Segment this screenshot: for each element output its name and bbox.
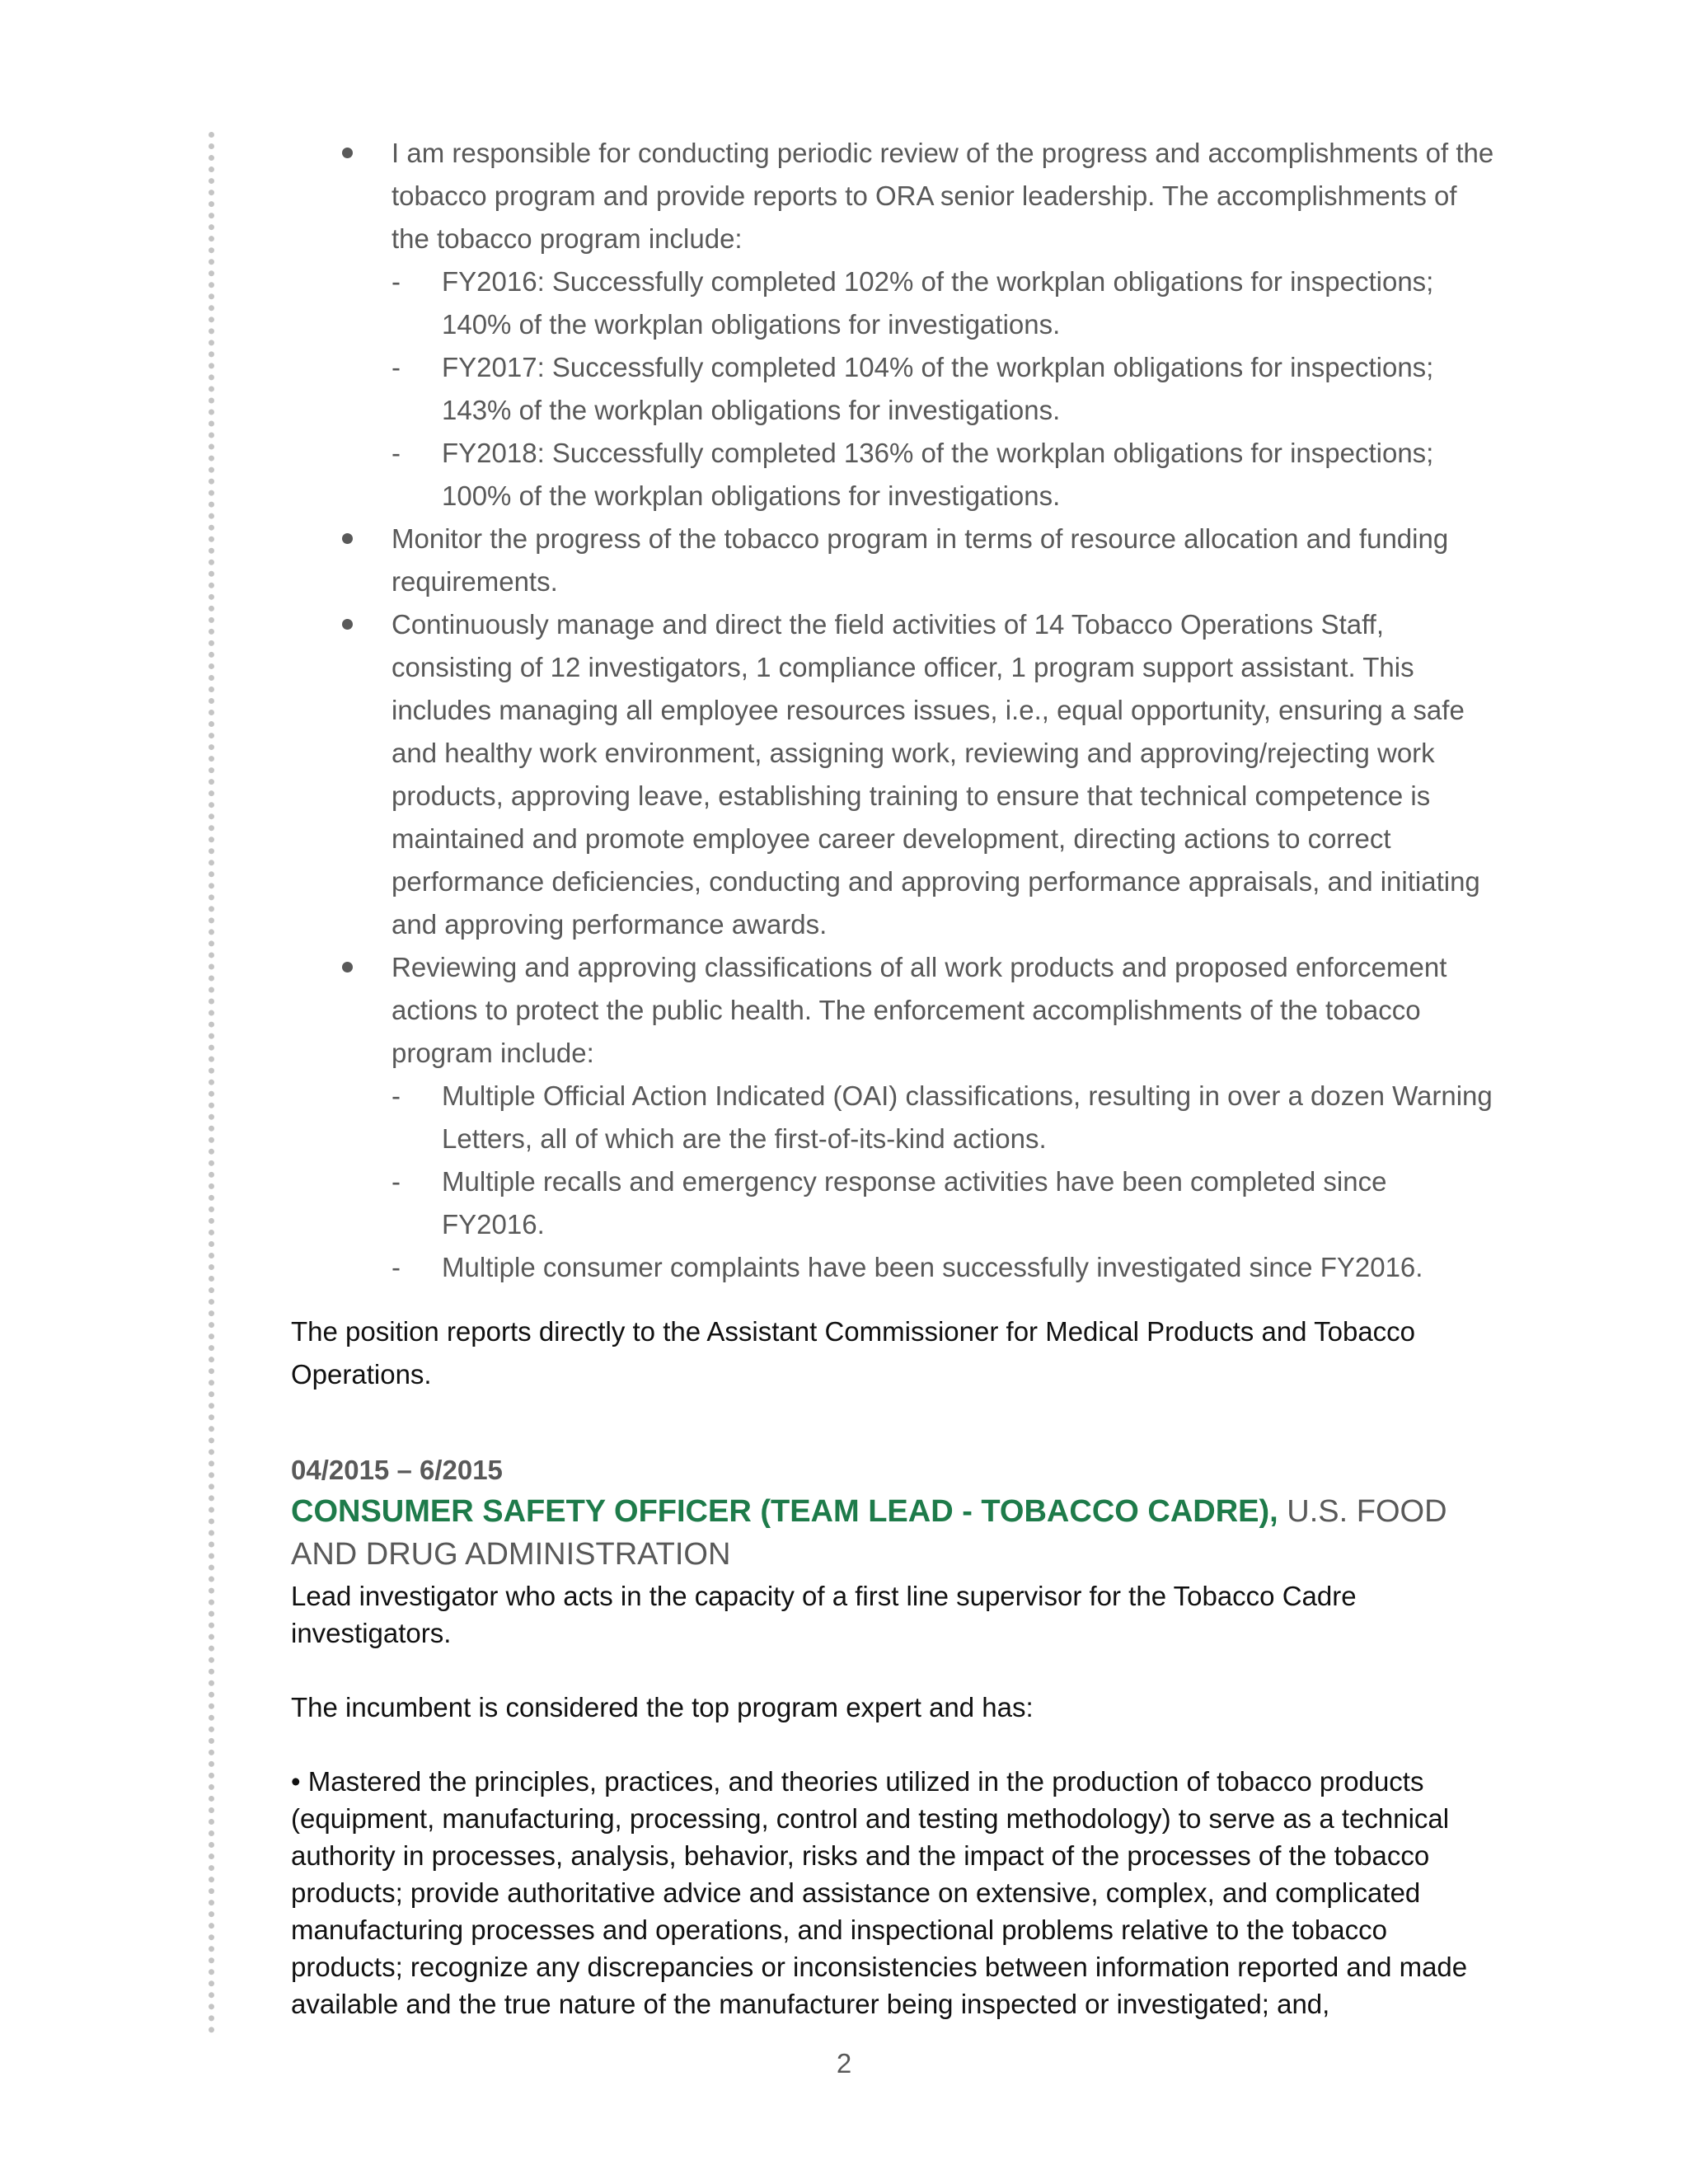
job-description: Lead investigator who acts in the capacity of a first line supervisor for the Tobacco Cadre investigators.: [291, 1581, 1357, 1648]
sub-list-item: - Multiple consumer complaints have been successfully investigated since FY2016.: [392, 1246, 1496, 1289]
page-content: [291, 132, 1496, 2022]
bullet-text: Continuously manage and direct the field activities of 14 Tobacco Operations Staff, consisting of 12 investigators, 1 compliance officer, 1 program support assistant. This includes managing all employee resources issues, i.e., equal opportunity, ensuring a safe and healthy work environment, assigning work, reviewing and approving/rejecting work products, approving leave, establishing training to ensure that technical competence is maintained and promote employee career development, directing actions to correct performance deficiencies, conducting and approving performance appraisals, and initiating and approving performance awards.: [392, 609, 1480, 940]
job-dates: 04/2015 – 6/2015: [291, 1455, 503, 1485]
sub-list-item: - FY2018: Successfully completed 136% of the workplan obligations for inspections; 100% of the workplan obligations for investigations.: [392, 432, 1496, 518]
list-item: [291, 518, 1496, 603]
expert-point: • Mastered the principles, practices, and theories utilized in the production of tobacco products (equipment, manufacturing, processing, control and testing methodology) to serve as a technical authority in processes, analysis, behavior, risks and the impact of the processes of the tobacco products; provide authoritative advice and assistance on extensive, complex, and complicated manufacturing processes and operations, and inspectional problems relative to the tobacco products; recognize any discrepancies or inconsistencies between information reported and made available and the true nature of the manufacturer being inspected or investigated; and,: [291, 1766, 1468, 2019]
sub-list-item: - Multiple Official Action Indicated (OAI) classifications, resulting in over a dozen Warning Letters, all of which are the first-of-its-kind actions.: [392, 1075, 1496, 1160]
job-employer: U.S. FOOD AND DRUG ADMINISTRATION: [291, 1494, 1447, 1572]
list-item: [291, 946, 1496, 1289]
sub-list: [392, 260, 1496, 518]
job-heading: [291, 1490, 1496, 1576]
list-item: [291, 132, 1496, 518]
reports-to-paragraph: The position reports directly to the Assistant Commissioner for Medical Products and Tobacco Operations.: [291, 1316, 1416, 1390]
left-margin-rule: [209, 132, 214, 2034]
expert-intro: The incumbent is considered the top program expert and has:: [291, 1692, 1034, 1722]
responsibilities-list: [291, 132, 1496, 1289]
sub-list: [392, 1075, 1496, 1289]
list-item: [291, 603, 1496, 946]
bullet-text: Monitor the progress of the tobacco program in terms of resource allocation and funding requirements.: [392, 523, 1449, 597]
bullet-text: I am responsible for conducting periodic review of the progress and accomplishments of the tobacco program and provide reports to ORA senior leadership. The accomplishments of the tobacco program include:: [392, 138, 1494, 254]
sub-list-item: - Multiple recalls and emergency response activities have been completed since FY2016.: [392, 1160, 1496, 1246]
sub-list-item: - FY2016: Successfully completed 102% of the workplan obligations for inspections; 140% of the workplan obligations for investigations.: [392, 260, 1496, 346]
page-number: 2: [836, 2048, 852, 2079]
job-title: CONSUMER SAFETY OFFICER (TEAM LEAD - TOBACCO CADRE),: [291, 1494, 1278, 1529]
sub-list-item: - FY2017: Successfully completed 104% of the workplan obligations for inspections; 143% of the workplan obligations for investigations.: [392, 346, 1496, 432]
bullet-text: Reviewing and approving classifications of all work products and proposed enforcement actions to protect the public health. The enforcement accomplishments of the tobacco program include:: [392, 952, 1447, 1068]
